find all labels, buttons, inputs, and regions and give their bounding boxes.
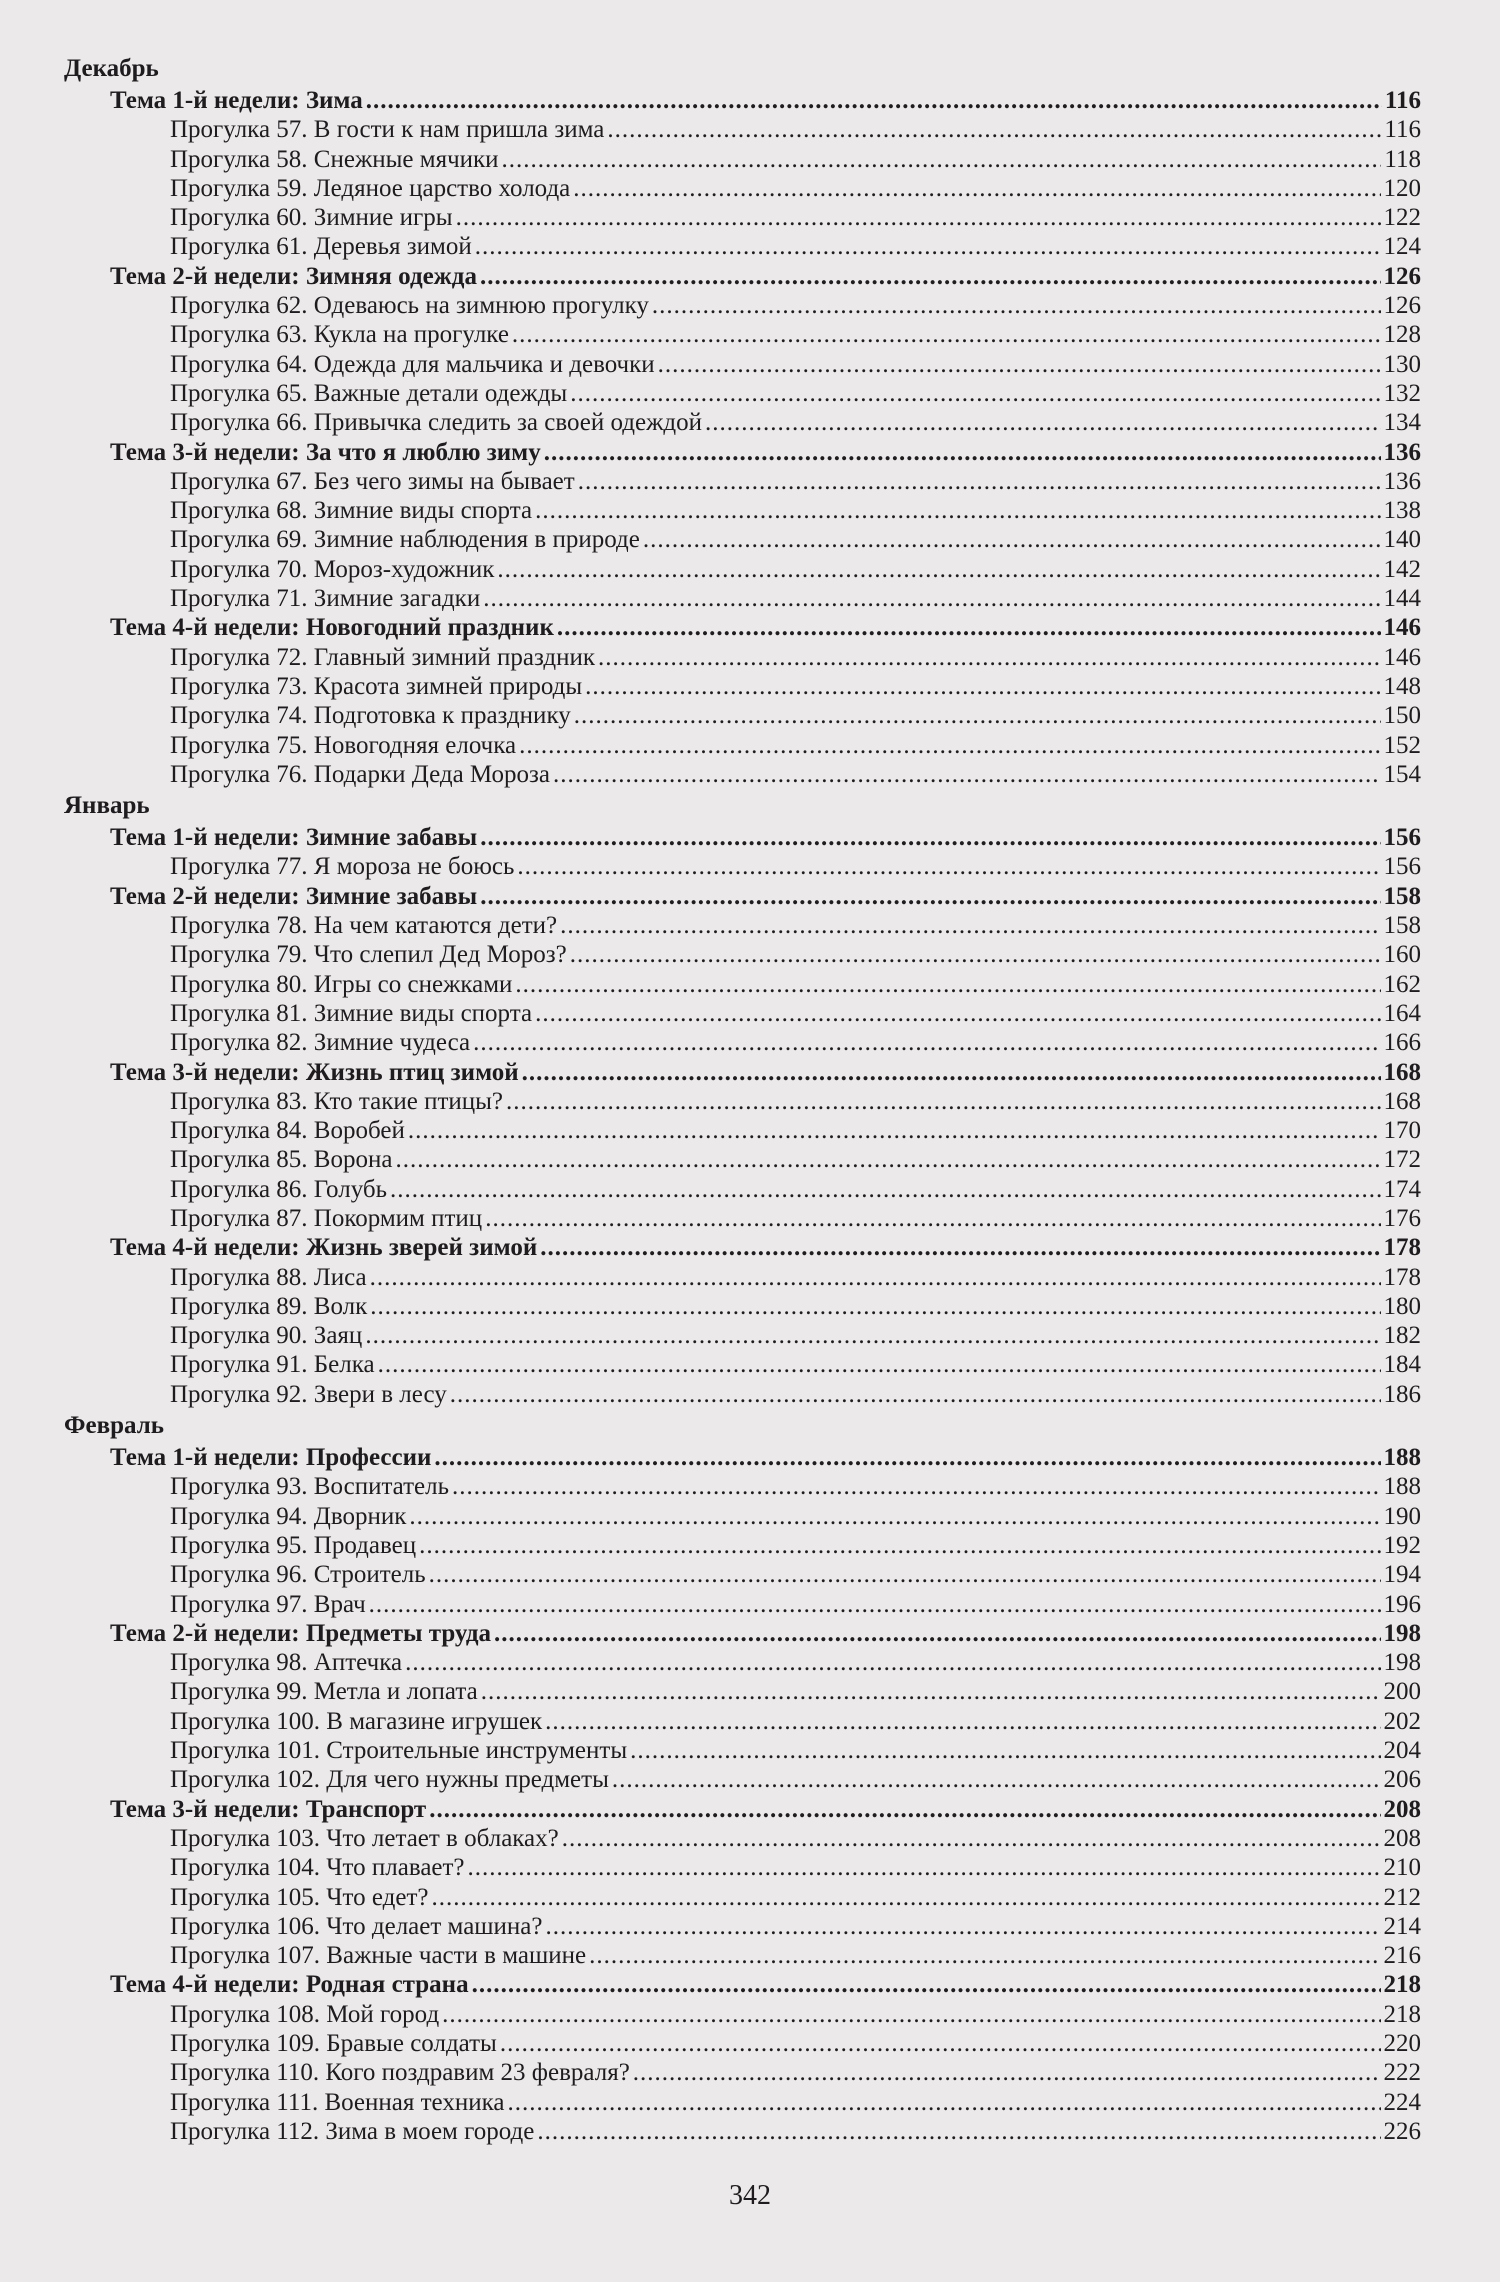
entry-title: Прогулка 86. Голубь [170, 1175, 387, 1203]
entry-page: 130 [1383, 350, 1421, 378]
dot-leader [500, 2029, 1381, 2058]
entry-title: Прогулка 69. Зимние наблюдения в природе [170, 526, 640, 554]
entry-title: Тема 1-й недели: Зима [110, 87, 363, 114]
theme-entry[interactable] [0, 823, 1421, 852]
entry-title: Прогулка 67. Без чего зимы на бывает [170, 467, 575, 495]
entry-page: 160 [1383, 941, 1421, 969]
entry-page: 168 [1383, 1087, 1421, 1115]
dot-leader [442, 2000, 1380, 2029]
entry-page: 166 [1383, 1029, 1421, 1057]
walk-entry[interactable] [0, 1531, 1421, 1560]
entry-title: Прогулка 68. Зимние виды спорта [170, 497, 533, 525]
dot-leader [574, 701, 1381, 730]
entry-title: Прогулка 59. Ледяное царство холода [170, 174, 571, 202]
dot-leader [557, 613, 1381, 642]
table-of-contents [0, 52, 1500, 2146]
walk-entry[interactable] [0, 1590, 1421, 1619]
dot-leader [643, 525, 1381, 554]
dot-leader [545, 1707, 1380, 1736]
dot-leader [658, 350, 1381, 379]
theme-entry[interactable] [0, 438, 1421, 467]
entry-title: Прогулка 97. Врач [170, 1590, 366, 1618]
dot-leader [485, 1204, 1380, 1233]
dot-leader [589, 1941, 1380, 1970]
entry-title: Тема 1-й недели: Зимние забавы [110, 824, 478, 852]
theme-entry[interactable] [0, 1233, 1421, 1262]
month-section [0, 1412, 1500, 2146]
dot-leader [390, 1175, 1381, 1204]
dot-leader [519, 731, 1380, 760]
entry-page: 184 [1383, 1351, 1421, 1379]
entry-title: Прогулка 98. Аптечка [170, 1649, 403, 1677]
entry-title: Прогулка 89. Волк [170, 1292, 368, 1320]
entry-page: 198 [1383, 1619, 1421, 1647]
entry-page: 144 [1383, 585, 1421, 613]
entry-page: 146 [1383, 643, 1421, 671]
entry-page: 222 [1383, 2059, 1421, 2087]
walk-entry[interactable] [0, 1824, 1421, 1853]
entry-title: Прогулка 95. Продавец [170, 1531, 417, 1559]
dot-leader [497, 555, 1380, 584]
entry-page: 116 [1384, 87, 1421, 114]
entry-title: Тема 3-й недели: Жизнь птиц зимой [110, 1058, 519, 1086]
entry-title: Прогулка 109. Бравые солдаты [170, 2030, 497, 2057]
entry-title: Прогулка 108. Мой город [170, 2000, 440, 2028]
dot-leader [544, 438, 1381, 467]
walk-entry[interactable] [0, 2058, 1421, 2087]
walk-entry[interactable] [0, 203, 1421, 232]
entry-page: 122 [1383, 204, 1421, 232]
entry-title: Прогулка 65. Важные детали одежды [170, 379, 568, 407]
theme-entry[interactable] [0, 1058, 1421, 1087]
entry-title: Прогулка 60. Зимние игры [170, 204, 453, 232]
walk-entry[interactable] [0, 350, 1421, 379]
entry-page: 194 [1383, 1561, 1421, 1589]
dot-leader [370, 1263, 1381, 1292]
entry-title: Прогулка 74. Подготовка к празднику [170, 702, 571, 730]
dot-leader [408, 1116, 1381, 1145]
walk-entry[interactable] [0, 2029, 1421, 2058]
entry-title: Прогулка 57. В гости к нам пришла зима [170, 116, 605, 144]
entry-title: Прогулка 77. Я мороза не боюсь [170, 853, 515, 881]
walk-entry[interactable] [0, 2000, 1421, 2029]
entry-page: 126 [1383, 292, 1421, 320]
theme-entry[interactable] [0, 1970, 1421, 1999]
entry-page: 156 [1383, 853, 1421, 881]
dot-leader [512, 320, 1381, 349]
walk-entry[interactable] [0, 1263, 1421, 1292]
theme-entry[interactable] [0, 882, 1421, 911]
walk-entry[interactable] [0, 731, 1421, 760]
entry-page: 198 [1383, 1649, 1421, 1677]
dot-leader [452, 1472, 1380, 1501]
walk-entry[interactable] [0, 1853, 1421, 1882]
dot-leader [546, 1912, 1381, 1941]
dot-leader [419, 1531, 1380, 1560]
entry-page: 170 [1383, 1117, 1421, 1145]
walk-entry[interactable] [0, 2117, 1421, 2146]
walk-entry[interactable] [0, 525, 1421, 554]
entry-page: 226 [1383, 2117, 1421, 2145]
dot-leader [472, 1970, 1381, 1999]
entry-page: 186 [1383, 1380, 1421, 1408]
entry-page: 214 [1383, 1912, 1421, 1940]
entry-title: Тема 3-й недели: За что я люблю зиму [110, 438, 541, 466]
entry-page: 174 [1383, 1175, 1421, 1203]
walk-entry[interactable] [0, 1028, 1421, 1057]
entry-title: Прогулка 75. Новогодняя елочка [170, 731, 517, 759]
walk-entry[interactable] [0, 1502, 1421, 1531]
entry-title: Прогулка 94. Дворник [170, 1502, 407, 1530]
dot-leader [429, 1560, 1381, 1589]
entry-title: Прогулка 58. Снежные мячики [170, 145, 499, 173]
month-heading: Январь [64, 792, 150, 820]
entry-title: Прогулка 90. Заяц [170, 1322, 363, 1350]
dot-leader [507, 2088, 1380, 2117]
walk-entry[interactable] [0, 911, 1421, 940]
walk-entry[interactable] [0, 145, 1421, 174]
dot-leader [515, 970, 1380, 999]
dot-leader [630, 1736, 1380, 1765]
entry-title: Прогулка 107. Важные части в машине [170, 1942, 587, 1970]
entry-page: 224 [1383, 2088, 1421, 2116]
dot-leader [480, 823, 1380, 852]
walk-entry[interactable] [0, 1707, 1421, 1736]
dot-leader [429, 1795, 1380, 1824]
month-section [0, 55, 1500, 789]
entry-title: Прогулка 96. Строитель [170, 1561, 426, 1589]
entry-title: Прогулка 93. Воспитатель [170, 1473, 450, 1501]
entry-title: Прогулка 112. Зима в моем городе [170, 2117, 535, 2145]
entry-title: Прогулка 99. Метла и лопата [170, 1678, 478, 1706]
dot-leader [517, 852, 1380, 881]
walk-entry[interactable] [0, 1204, 1421, 1233]
entry-title: Тема 4-й недели: Жизнь зверей зимой [110, 1234, 538, 1262]
entry-page: 158 [1383, 882, 1421, 910]
dot-leader [553, 760, 1381, 789]
entry-page: 182 [1383, 1322, 1421, 1350]
dot-leader [535, 496, 1380, 525]
dot-leader [522, 1058, 1381, 1087]
theme-entry[interactable] [0, 1795, 1421, 1824]
walk-entry[interactable] [0, 174, 1421, 203]
entry-page: 188 [1383, 1473, 1421, 1501]
dot-leader [506, 1087, 1380, 1116]
dot-leader [480, 262, 1381, 291]
walk-entry[interactable] [0, 232, 1421, 261]
dot-leader [473, 1028, 1380, 1057]
entry-title: Прогулка 81. Зимние виды спорта [170, 999, 533, 1027]
walk-entry[interactable] [0, 1116, 1421, 1145]
walk-entry[interactable] [0, 291, 1421, 320]
walk-entry[interactable] [0, 584, 1421, 613]
walk-entry[interactable] [0, 1350, 1421, 1379]
walk-entry[interactable] [0, 1560, 1421, 1589]
entry-page: 116 [1384, 116, 1421, 144]
walk-entry[interactable] [0, 2088, 1421, 2117]
entry-title: Прогулка 64. Одежда для мальчика и девочки [170, 350, 655, 378]
walk-entry[interactable] [0, 1321, 1421, 1350]
entry-title: Прогулка 103. Что летает в облаках? [170, 1824, 559, 1852]
entry-title: Прогулка 111. Военная техника [170, 2088, 505, 2116]
dot-leader [705, 408, 1381, 437]
entry-title: Прогулка 71. Зимние загадки [170, 585, 481, 613]
entry-page: 172 [1383, 1146, 1421, 1174]
entry-page: 136 [1383, 467, 1421, 495]
entry-page: 146 [1383, 614, 1421, 642]
dot-leader [483, 584, 1380, 613]
walk-entry[interactable] [0, 1292, 1421, 1321]
dot-leader [481, 1677, 1381, 1706]
entry-page: 150 [1383, 702, 1421, 730]
entry-title: Тема 4-й недели: Родная страна [110, 1971, 469, 1999]
entry-title: Прогулка 87. Покормим птиц [170, 1204, 483, 1232]
month-heading: Февраль [64, 1412, 164, 1440]
dot-leader [434, 1443, 1380, 1472]
dot-leader [405, 1648, 1380, 1677]
dot-leader [633, 2058, 1381, 2087]
entry-title: Прогулка 83. Кто такие птицы? [170, 1087, 504, 1115]
entry-title: Прогулка 84. Воробей [170, 1117, 405, 1145]
dot-leader [365, 1321, 1380, 1350]
dot-leader [537, 2117, 1380, 2146]
dot-leader [585, 672, 1380, 701]
walk-entry[interactable] [0, 852, 1421, 881]
entry-page: 204 [1383, 1737, 1421, 1765]
entry-title: Тема 2-й недели: Зимняя одежда [110, 262, 477, 290]
entry-page: 126 [1383, 262, 1421, 290]
entry-title: Тема 1-й недели: Профессии [110, 1444, 432, 1472]
month-heading: Декабрь [64, 55, 159, 82]
entry-page: 138 [1383, 497, 1421, 525]
page-number: 342 [729, 2180, 771, 2211]
entry-page: 148 [1383, 672, 1421, 700]
entry-page: 212 [1383, 1883, 1421, 1911]
entry-title: Прогулка 110. Кого поздравим 23 февраля? [170, 2059, 630, 2087]
theme-entry[interactable] [0, 86, 1421, 115]
dot-leader [475, 232, 1381, 261]
dot-leader [535, 999, 1380, 1028]
entry-page: 218 [1383, 2000, 1421, 2028]
walk-entry[interactable] [0, 1765, 1421, 1794]
entry-page: 200 [1383, 1678, 1421, 1706]
entry-title: Прогулка 78. На чем катаются дети? [170, 912, 558, 940]
entry-title: Прогулка 105. Что едет? [170, 1883, 429, 1911]
month-section [0, 792, 1500, 1409]
walk-entry[interactable] [0, 1087, 1421, 1116]
walk-entry[interactable] [0, 1648, 1421, 1677]
dot-leader [378, 1350, 1381, 1379]
entry-title: Тема 2-й недели: Зимние забавы [110, 882, 478, 910]
walk-entry[interactable] [0, 379, 1421, 408]
dot-leader [450, 1380, 1381, 1409]
entry-page: 154 [1383, 760, 1421, 788]
walk-entry[interactable] [0, 1883, 1421, 1912]
dot-leader [570, 940, 1381, 969]
entry-page: 208 [1383, 1824, 1421, 1852]
walk-entry[interactable] [0, 999, 1421, 1028]
walk-entry[interactable] [0, 1145, 1421, 1174]
walk-entry[interactable] [0, 760, 1421, 789]
dot-leader [366, 86, 1382, 115]
entry-page: 208 [1383, 1795, 1421, 1823]
entry-page: 134 [1383, 409, 1421, 437]
entry-page: 140 [1383, 526, 1421, 554]
entry-title: Прогулка 102. Для чего нужны предметы [170, 1766, 609, 1794]
entry-title: Прогулка 82. Зимние чудеса [170, 1029, 471, 1057]
entry-title: Прогулка 104. Что плавает? [170, 1854, 465, 1882]
entry-page: 158 [1383, 912, 1421, 940]
entry-title: Прогулка 80. Игры со снежками [170, 970, 513, 998]
entry-title: Прогулка 73. Красота зимней природы [170, 672, 583, 700]
walk-entry[interactable] [0, 1736, 1421, 1765]
entry-title: Прогулка 61. Деревья зимой [170, 233, 472, 261]
dot-leader [395, 1145, 1380, 1174]
dot-leader [570, 379, 1380, 408]
dot-leader [502, 145, 1382, 174]
entry-page: 128 [1383, 321, 1421, 349]
walk-entry[interactable] [0, 1380, 1421, 1409]
entry-title: Прогулка 66. Привычка следить за своей одеждой [170, 409, 702, 437]
entry-page: 176 [1383, 1204, 1421, 1232]
dot-leader [598, 643, 1380, 672]
dot-leader [494, 1619, 1381, 1648]
dot-leader [480, 882, 1380, 911]
entry-page: 192 [1383, 1531, 1421, 1559]
entry-page: 118 [1384, 145, 1421, 173]
entry-page: 196 [1383, 1590, 1421, 1618]
entry-page: 202 [1383, 1707, 1421, 1735]
walk-entry[interactable] [0, 940, 1421, 969]
theme-entry[interactable] [0, 1443, 1421, 1472]
entry-title: Тема 3-й недели: Транспорт [110, 1795, 427, 1823]
entry-title: Прогулка 85. Ворона [170, 1146, 393, 1174]
walk-entry[interactable] [0, 1912, 1421, 1941]
entry-title: Тема 4-й недели: Новогодний праздник [110, 614, 554, 642]
dot-leader [562, 1824, 1381, 1853]
entry-page: 188 [1383, 1444, 1421, 1472]
dot-leader [578, 467, 1381, 496]
entry-page: 218 [1383, 1971, 1421, 1999]
entry-title: Прогулка 79. Что слепил Дед Мороз? [170, 941, 567, 969]
entry-page: 220 [1383, 2030, 1421, 2057]
walk-entry[interactable] [0, 555, 1421, 584]
dot-leader [612, 1765, 1381, 1794]
dot-leader [652, 291, 1381, 320]
dot-leader [432, 1883, 1381, 1912]
entry-page: 124 [1383, 233, 1421, 261]
entry-page: 142 [1383, 555, 1421, 583]
entry-title: Прогулка 91. Белка [170, 1351, 375, 1379]
entry-title: Прогулка 101. Строительные инструменты [170, 1737, 628, 1765]
entry-title: Прогулка 70. Мороз-художник [170, 555, 495, 583]
dot-leader [370, 1292, 1380, 1321]
dot-leader [540, 1233, 1380, 1262]
entry-page: 164 [1383, 999, 1421, 1027]
entry-page: 136 [1383, 438, 1421, 466]
entry-title: Прогулка 106. Что делает машина? [170, 1912, 543, 1940]
walk-entry[interactable] [0, 320, 1421, 349]
entry-title: Прогулка 92. Звери в лесу [170, 1380, 447, 1408]
entry-title: Прогулка 88. Лиса [170, 1263, 367, 1291]
walk-entry[interactable] [0, 701, 1421, 730]
entry-page: 206 [1383, 1766, 1421, 1794]
walk-entry[interactable] [0, 1175, 1421, 1204]
dot-leader [369, 1590, 1381, 1619]
entry-page: 162 [1383, 970, 1421, 998]
dot-leader [456, 203, 1381, 232]
walk-entry[interactable] [0, 1472, 1421, 1501]
walk-entry[interactable] [0, 467, 1421, 496]
entry-page: 120 [1383, 174, 1421, 202]
entry-page: 168 [1383, 1058, 1421, 1086]
theme-entry[interactable] [0, 613, 1421, 642]
walk-entry[interactable] [0, 672, 1421, 701]
entry-page: 180 [1383, 1292, 1421, 1320]
entry-page: 132 [1383, 379, 1421, 407]
entry-title: Прогулка 76. Подарки Деда Мороза [170, 760, 550, 788]
entry-page: 152 [1383, 731, 1421, 759]
entry-title: Прогулка 72. Главный зимний праздник [170, 643, 596, 671]
entry-title: Прогулка 100. В магазине игрушек [170, 1707, 543, 1735]
entry-page: 216 [1383, 1942, 1421, 1970]
walk-entry[interactable] [0, 115, 1421, 144]
walk-entry[interactable] [0, 408, 1421, 437]
entry-page: 178 [1383, 1234, 1421, 1262]
entry-title: Прогулка 63. Кукла на прогулке [170, 321, 509, 349]
entry-title: Тема 2-й недели: Предметы труда [110, 1619, 491, 1647]
dot-leader [607, 115, 1381, 144]
theme-entry[interactable] [0, 1619, 1421, 1648]
dot-leader [468, 1853, 1381, 1882]
dot-leader [560, 911, 1380, 940]
walk-entry[interactable] [0, 643, 1421, 672]
entry-page: 178 [1383, 1263, 1421, 1291]
dot-leader [409, 1502, 1380, 1531]
entry-page: 156 [1383, 824, 1421, 852]
entry-page: 210 [1383, 1854, 1421, 1882]
walk-entry[interactable] [0, 1941, 1421, 1970]
entry-title: Прогулка 62. Одеваюсь на зимнюю прогулку [170, 292, 649, 320]
walk-entry[interactable] [0, 496, 1421, 525]
theme-entry[interactable] [0, 262, 1421, 291]
walk-entry[interactable] [0, 1677, 1421, 1706]
dot-leader [573, 174, 1380, 203]
walk-entry[interactable] [0, 970, 1421, 999]
entry-page: 190 [1383, 1502, 1421, 1530]
